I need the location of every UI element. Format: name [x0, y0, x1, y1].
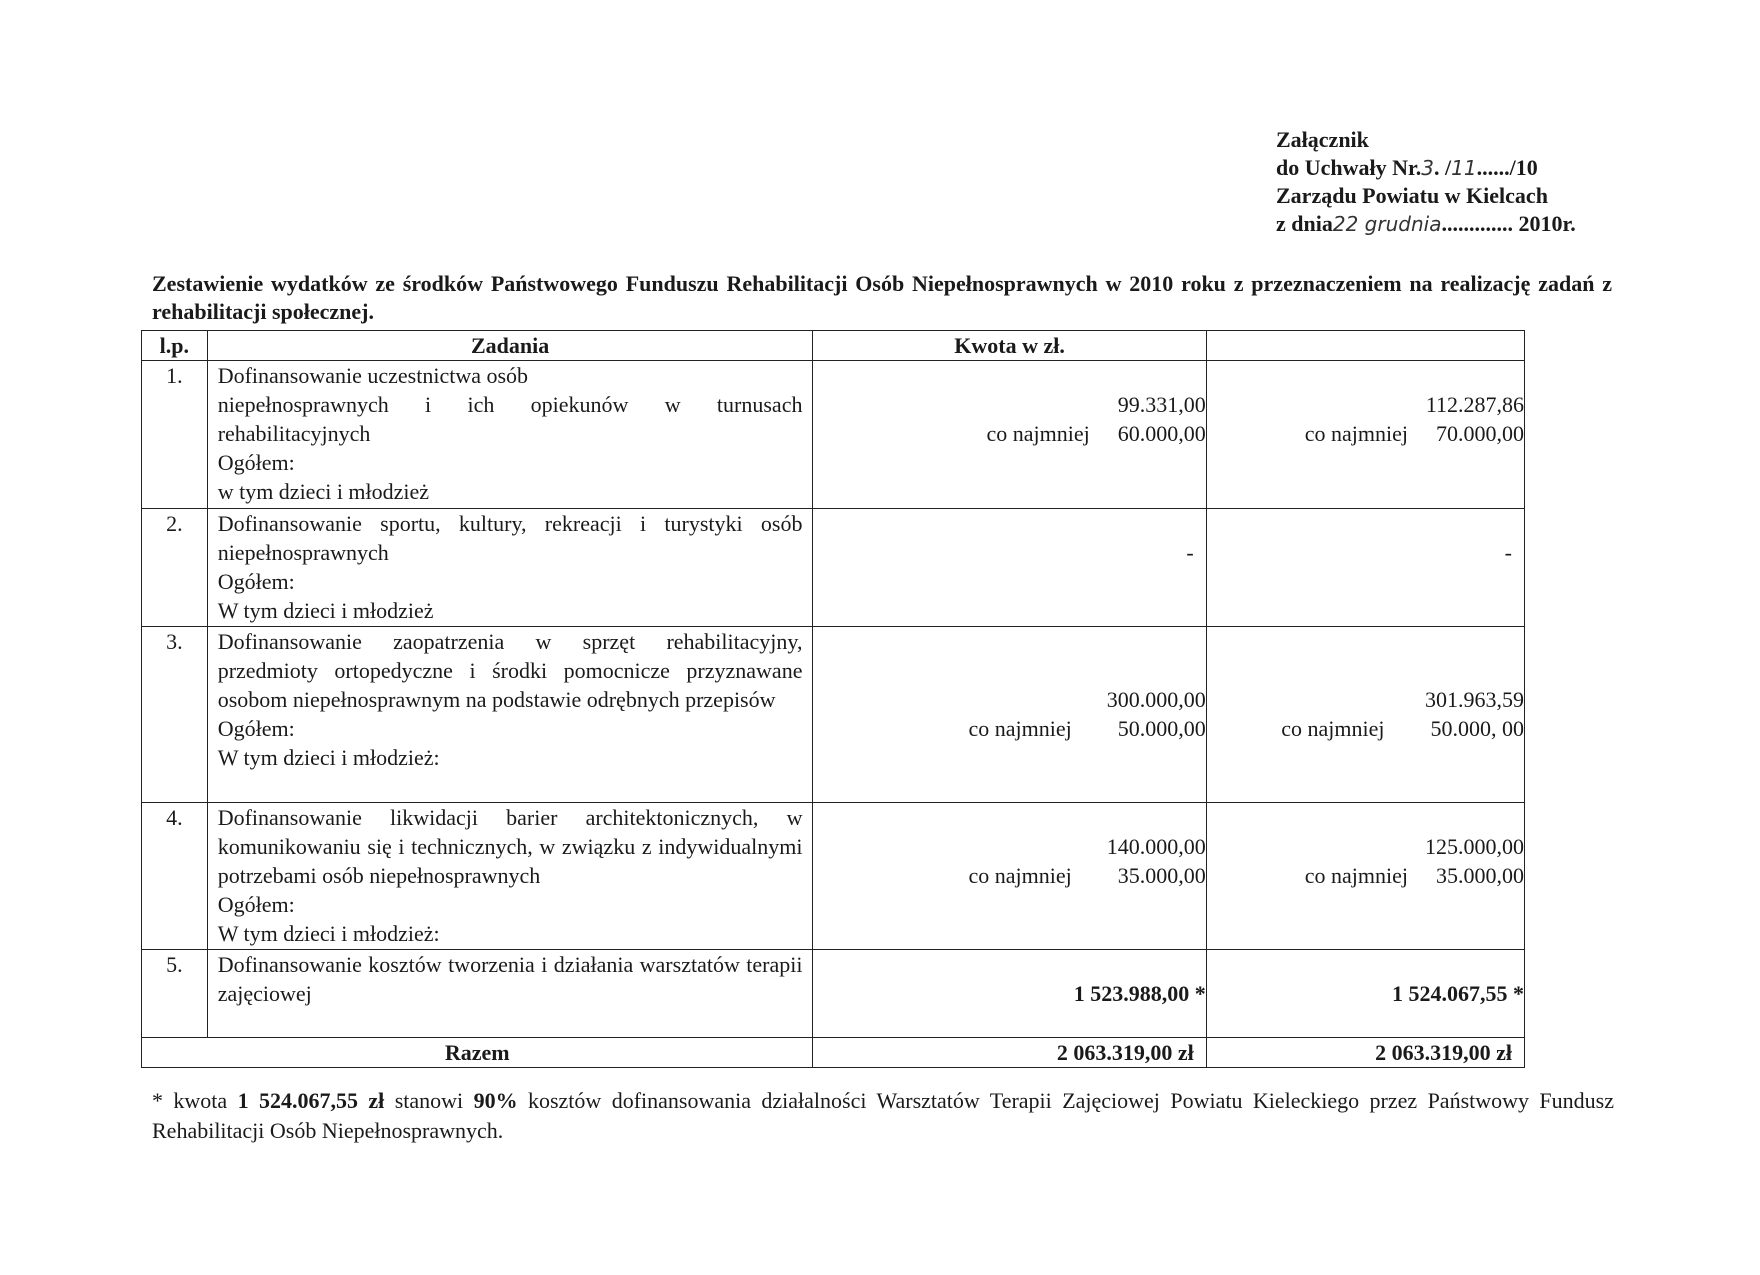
- amount-kids: 50.000, 00: [1430, 716, 1524, 741]
- amount-kids: 35.000,00: [1117, 863, 1206, 888]
- task-line: Dofinansowanie uczestnictwa osób: [217, 363, 529, 388]
- date-prefix: z dnia: [1276, 211, 1333, 236]
- amount-label: co najmniej: [968, 716, 1072, 741]
- row-task: [207, 627, 813, 803]
- row-amount: [813, 509, 1206, 627]
- footnote-star: *: [152, 1088, 163, 1113]
- header-line-4: [1276, 210, 1636, 238]
- task-line: W tym dzieci i młodzież:: [217, 745, 440, 770]
- amount-total: 301.963,59: [1425, 687, 1524, 712]
- amount-total: 112.287,86: [1425, 392, 1524, 417]
- amount-dash: -: [1504, 540, 1512, 565]
- task-line: niepełnosprawnych i ich opiekunów w turnusach: [217, 392, 803, 417]
- footnote-text: stanowi: [384, 1088, 474, 1113]
- row-lp: 1.: [142, 361, 208, 509]
- row-amount-2: [1206, 950, 1524, 1038]
- total-amount: 2 063.319,00 zł: [813, 1038, 1206, 1068]
- row-task: [207, 361, 813, 509]
- amount-kids: 70.000,00: [1436, 421, 1524, 446]
- amount-total: 1 523.988,00 *: [1073, 981, 1206, 1006]
- row-lp: 4.: [142, 803, 208, 950]
- total-label: Razem: [142, 1038, 813, 1068]
- task-text: Dofinansowanie likwidacji barier architektonicznych, w komunikowaniu się i technicznych, w związku z indywidualnymi potrzebami osób niepełnosprawnych: [217, 805, 803, 888]
- total-amount-2: 2 063.319,00 zł: [1206, 1038, 1524, 1068]
- handwritten-number-2: 11: [1451, 156, 1477, 180]
- table-row: [142, 509, 1525, 627]
- table-row: [142, 627, 1525, 803]
- footnote: [152, 1086, 1614, 1146]
- amount-total: 140.000,00: [1106, 834, 1206, 859]
- handwritten-date: 22 grudnia: [1332, 212, 1442, 236]
- amount-total: 125.000,00: [1425, 834, 1524, 859]
- amount-label: co najmniej: [1281, 716, 1385, 741]
- row-task: [207, 509, 813, 627]
- amount-label: co najmniej: [986, 421, 1090, 446]
- total-row: [142, 1038, 1525, 1068]
- header-line-2: [1276, 154, 1636, 182]
- task-line: W tym dzieci i młodzież: [217, 598, 434, 623]
- task-text: Dofinansowanie sportu, kultury, rekreacji i turystyki osób niepełnosprawnych: [217, 511, 803, 565]
- table-row: [142, 950, 1525, 1038]
- footnote-amount: 1 524.067,55 zł: [237, 1088, 385, 1113]
- row-task: [207, 803, 813, 950]
- task-text: Dofinansowanie zaopatrzenia w sprzęt rehabilitacyjny, przedmioty ortopedyczne i środki pomocnicze przyznawane osobom niepełnosprawnym na podstawie odrębnych przepisów: [217, 629, 803, 712]
- amount-total: 300.000,00: [1106, 687, 1206, 712]
- row-lp: 3.: [142, 627, 208, 803]
- task-line: Ogółem:: [217, 569, 295, 594]
- date-suffix: ............. 2010r.: [1441, 211, 1576, 236]
- table-row: [142, 803, 1525, 950]
- row-task: [207, 950, 813, 1038]
- attachment-header: [1276, 126, 1636, 238]
- resolution-suffix: ....../10: [1476, 155, 1538, 180]
- amount-total: 1 524.067,55 *: [1392, 981, 1524, 1006]
- amount-label: co najmniej: [1304, 421, 1408, 446]
- header-amount: Kwota w zł.: [813, 331, 1206, 361]
- header-amount-2: [1206, 331, 1524, 361]
- row-amount: [813, 627, 1206, 803]
- footnote-percent: 90%: [473, 1088, 518, 1113]
- header-lp: l.p.: [142, 331, 208, 361]
- amount-kids: 35.000,00: [1436, 863, 1524, 888]
- footnote-text: kosztów dofinansowania działalności Warsztatów Terapii Zajęciowej Powiatu Kieleckiego przez Państwowy Fundusz Rehabilitacji Osób Niepełnosprawnych.: [152, 1088, 1614, 1143]
- task-line: Ogółem:: [217, 450, 295, 475]
- row-lp: 2.: [142, 509, 208, 627]
- row-amount-2: [1206, 361, 1524, 509]
- task-text: Dofinansowanie kosztów tworzenia i działania warsztatów terapii zajęciowej: [217, 952, 803, 1006]
- header-line-1: Załącznik: [1276, 127, 1369, 152]
- task-line: w tym dzieci i młodzież: [217, 479, 430, 504]
- row-amount: [813, 950, 1206, 1038]
- row-amount: [813, 361, 1206, 509]
- document-title: Zestawienie wydatków ze środków Państwowego Funduszu Rehabilitacji Osób Niepełnosprawnych w 2010 roku z przeznaczeniem na realizację zadań z rehabilitacji społecznej.: [152, 271, 1612, 324]
- row-amount: [813, 803, 1206, 950]
- row-lp: 5.: [142, 950, 208, 1038]
- resolution-mid: . /: [1434, 155, 1452, 180]
- task-line: W tym dzieci i młodzież:: [217, 921, 440, 946]
- amount-kids: 50.000,00: [1117, 716, 1206, 741]
- row-amount-2: [1206, 803, 1524, 950]
- amount-kids: 60.000,00: [1117, 421, 1206, 446]
- header-task: Zadania: [207, 331, 813, 361]
- task-line: Ogółem:: [217, 892, 295, 917]
- header-line-3: Zarządu Powiatu w Kielcach: [1276, 183, 1548, 208]
- amount-total: 99.331,00: [1117, 392, 1206, 417]
- amount-label: co najmniej: [968, 863, 1072, 888]
- footnote-text: kwota: [163, 1088, 238, 1113]
- resolution-prefix: do Uchwały Nr.: [1276, 155, 1422, 180]
- table-row: [142, 361, 1525, 509]
- row-amount-2: [1206, 509, 1524, 627]
- row-amount-2: [1206, 627, 1524, 803]
- amount-dash: -: [1186, 540, 1194, 565]
- table-header-row: [142, 331, 1525, 361]
- handwritten-number-1: 3: [1421, 156, 1434, 180]
- task-line: Ogółem:: [217, 716, 295, 741]
- amount-label: co najmniej: [1304, 863, 1408, 888]
- task-line: rehabilitacyjnych: [217, 421, 371, 446]
- expenses-table: [141, 330, 1525, 1068]
